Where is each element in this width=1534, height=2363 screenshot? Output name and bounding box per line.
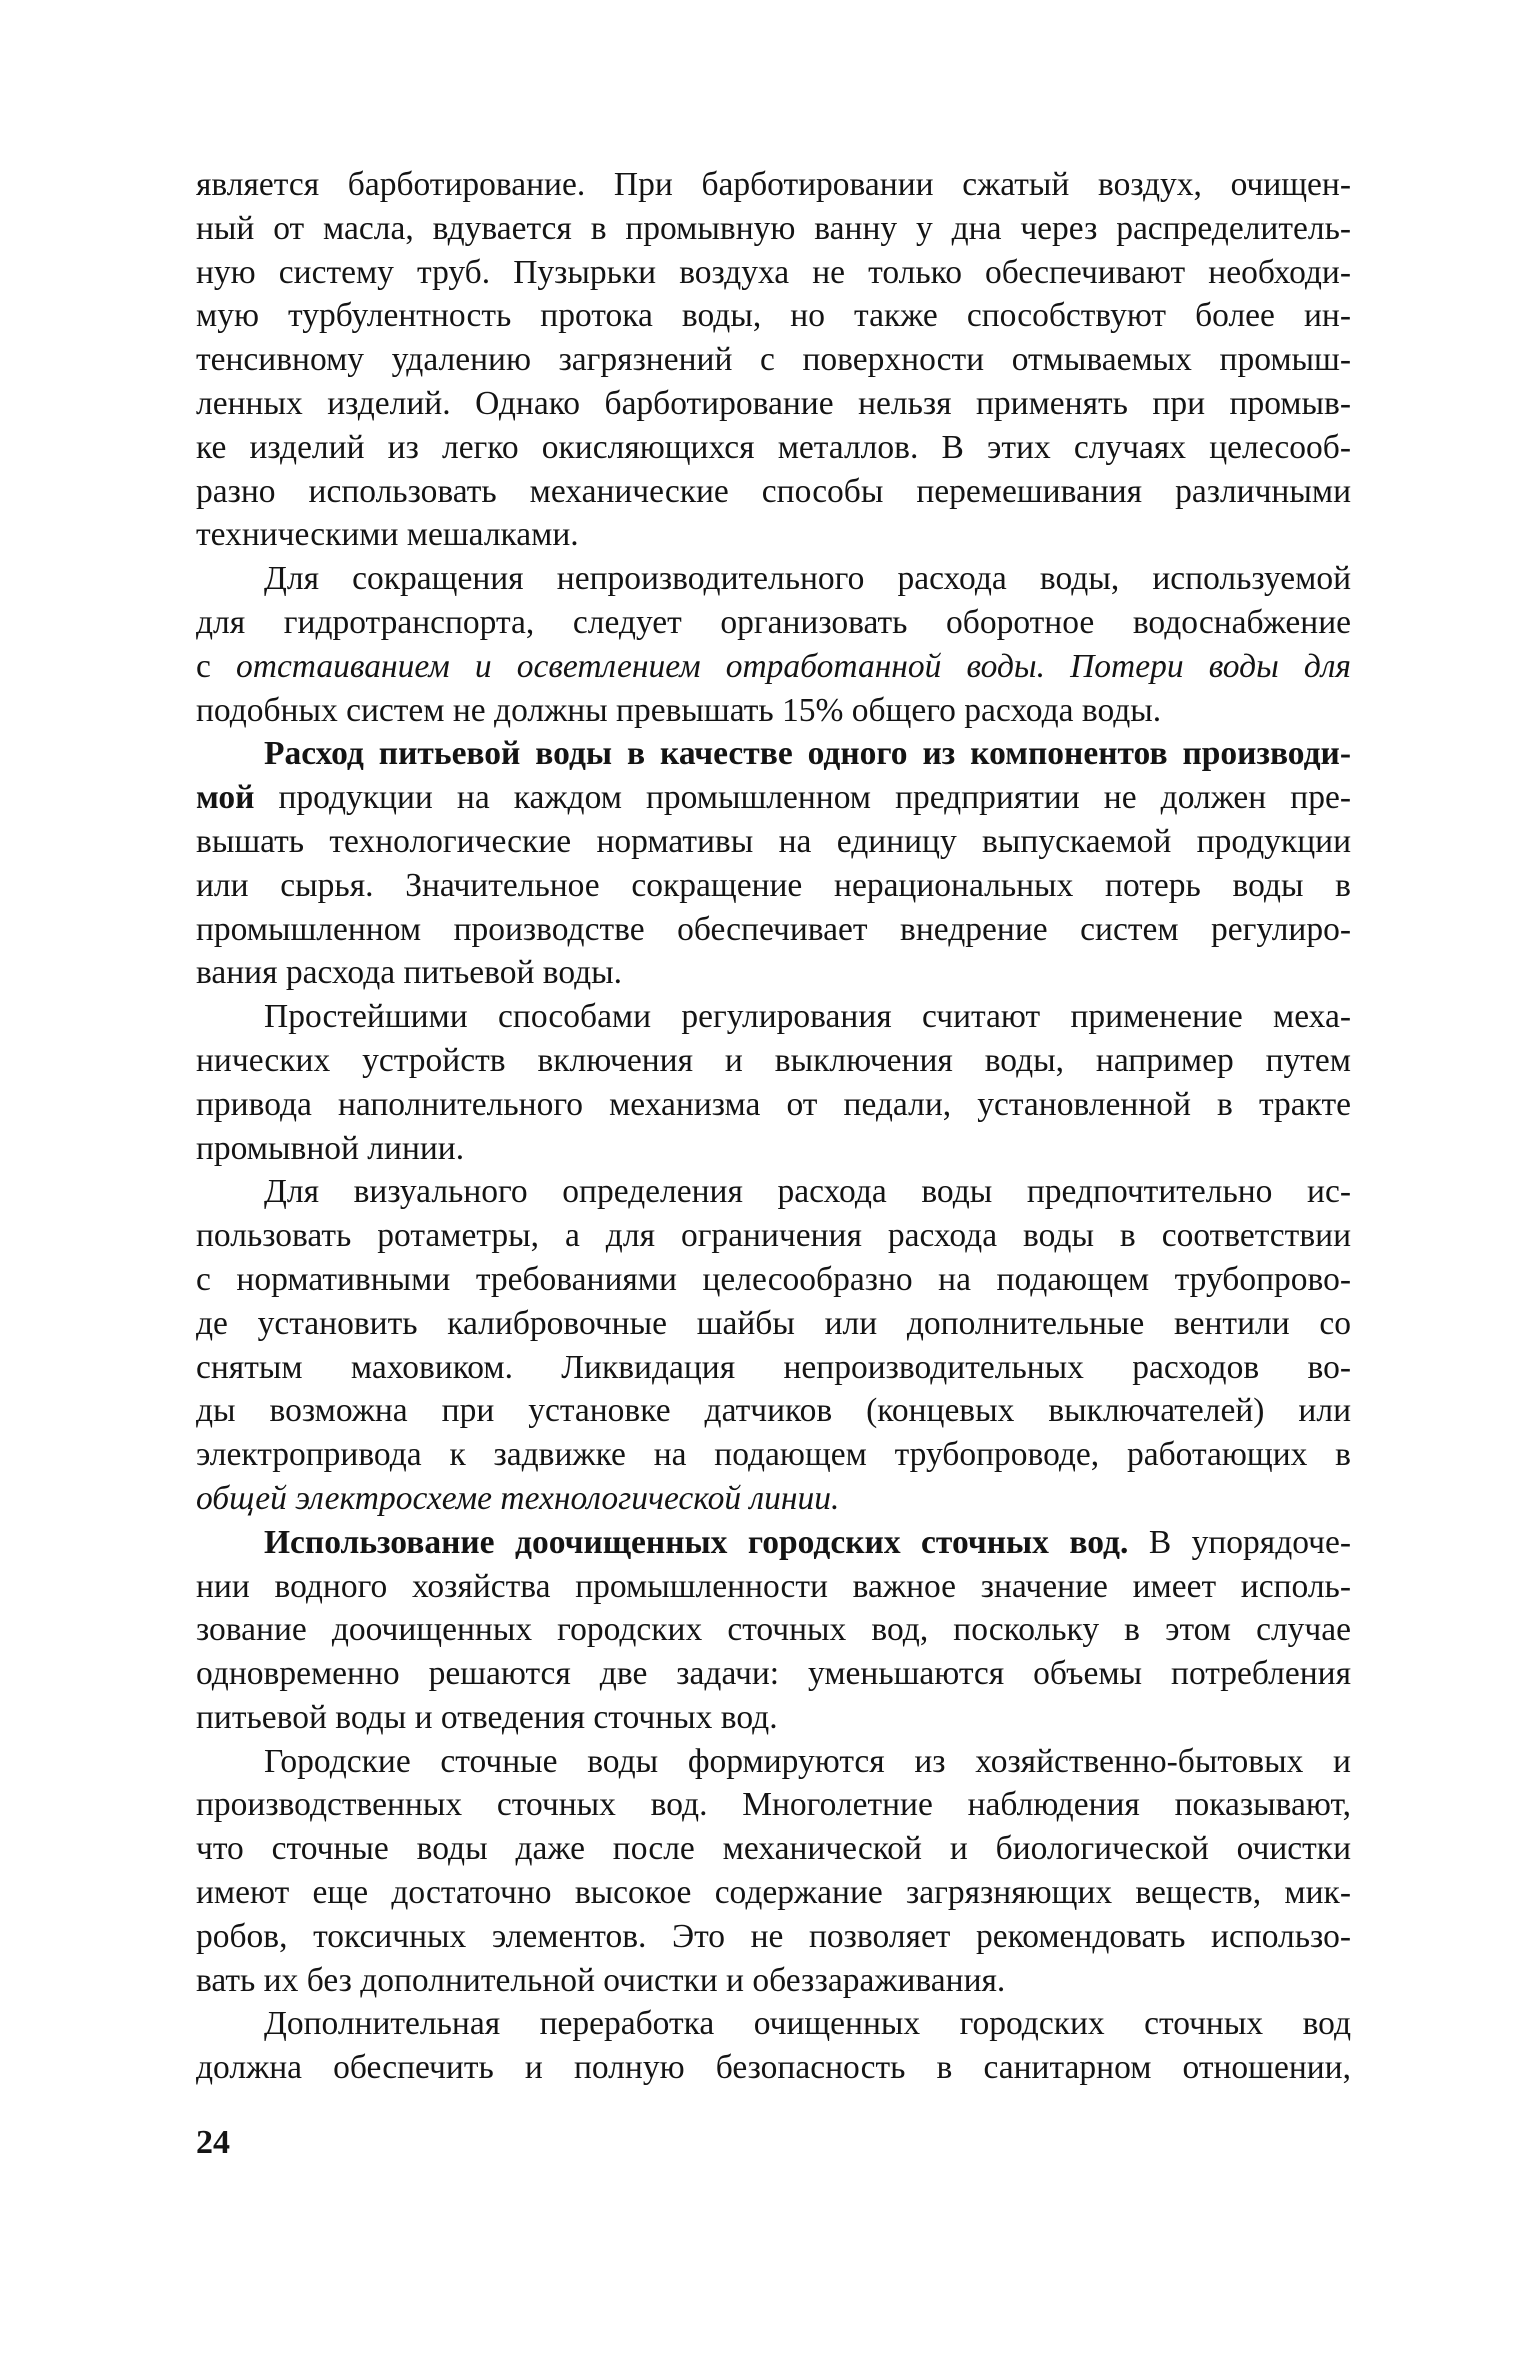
- text-line: [196, 1565, 1351, 1609]
- text-run: пользовать ротаметры, а для ограничения расхода воды в соответствии: [196, 1217, 1351, 1255]
- text-run: общей электросхеме технологической линии.: [196, 1479, 840, 1517]
- text-line: [196, 1827, 1351, 1871]
- text-line: [196, 1608, 1351, 1652]
- text-line: [196, 1521, 1351, 1565]
- text-line: [196, 951, 1351, 995]
- paragraph-p6: [196, 1521, 1351, 1740]
- text-line: [196, 513, 1351, 557]
- text-run: для гидротранспорта, следует организовать оборотное водоснабжение: [196, 603, 1351, 641]
- paragraph-p5: [196, 1170, 1351, 1520]
- text-line: [196, 163, 1351, 207]
- text-line: [196, 557, 1351, 601]
- paragraph-p1: [196, 163, 1351, 557]
- text-run: мую турбулентность протока воды, но также способствуют более ин-: [196, 297, 1351, 335]
- text-run: что сточные воды даже после механической и биологической очистки: [196, 1830, 1351, 1868]
- text-line: [196, 1302, 1351, 1346]
- text-run: или сырья. Значительное сокращение нерациональных потерь воды в: [196, 866, 1351, 904]
- text-line: [196, 251, 1351, 295]
- text-run: имеют еще достаточно высокое содержание загрязняющих веществ, мик-: [196, 1874, 1351, 1912]
- text-line: [196, 1170, 1351, 1214]
- text-line: [196, 601, 1351, 645]
- text-line: [196, 1696, 1351, 1740]
- text-run: отстаиванием и осветлением отработанной воды. Потери воды для: [236, 647, 1351, 685]
- paragraph-p8: [196, 2002, 1351, 2090]
- text-run: нических устройств включения и выключения воды, например путем: [196, 1041, 1351, 1079]
- text-line: [196, 1959, 1351, 2003]
- paragraph-p7: [196, 1740, 1351, 2003]
- text-line: [196, 1433, 1351, 1477]
- text-line: [196, 1083, 1351, 1127]
- text-line: [196, 1871, 1351, 1915]
- text-run: снятым маховиком. Ликвидация непроизводительных расходов во-: [196, 1348, 1351, 1386]
- text-line: [196, 1477, 1351, 1521]
- text-run: ную систему труб. Пузырьки воздуха не только обеспечивают необходи-: [196, 253, 1351, 291]
- text-line: [196, 1652, 1351, 1696]
- text-line: [196, 338, 1351, 382]
- text-line: [196, 995, 1351, 1039]
- text-run: Дополнительная переработка очищенных городских сточных вод: [264, 2005, 1351, 2043]
- text-line: [196, 732, 1351, 776]
- document-body: [196, 163, 1351, 2090]
- text-run: ный от масла, вдувается в промывную ванну у дна через распределитель-: [196, 209, 1351, 247]
- text-line: [196, 1915, 1351, 1959]
- paragraph-p4: [196, 995, 1351, 1170]
- text-line: [196, 689, 1351, 733]
- paragraph-p3: [196, 732, 1351, 995]
- text-run: Использование доочищенных городских сточных вод.: [264, 1523, 1129, 1561]
- text-run: вышать технологические нормативы на единицу выпускаемой продукции: [196, 822, 1351, 860]
- text-line: [196, 2046, 1351, 2090]
- text-run: де установить калибровочные шайбы или дополнительные вентили со: [196, 1304, 1351, 1342]
- text-line: [196, 908, 1351, 952]
- text-line: [196, 470, 1351, 514]
- paragraph-p2: [196, 557, 1351, 732]
- text-run: привода наполнительного механизма от педали, установленной в тракте: [196, 1085, 1351, 1123]
- text-run: зование доочищенных городских сточных вод, поскольку в этом случае: [196, 1611, 1351, 1649]
- text-run: ды возможна при установке датчиков (концевых выключателей) или: [196, 1392, 1351, 1430]
- text-run: ленных изделий. Однако барботирование нельзя применять при промыв-: [196, 384, 1351, 422]
- text-line: [196, 382, 1351, 426]
- text-line: [196, 1214, 1351, 1258]
- text-line: [196, 864, 1351, 908]
- text-run: с нормативными требованиями целесообразно на подающем трубопрово-: [196, 1260, 1351, 1298]
- text-line: [196, 1346, 1351, 1390]
- text-run: промышленном производстве обеспечивает внедрение систем регулиро-: [196, 910, 1351, 948]
- text-run: должна обеспечить и полную безопасность в санитарном отношении,: [196, 2049, 1351, 2087]
- text-line: [196, 1258, 1351, 1302]
- text-run: Для сокращения непроизводительного расхода воды, используемой: [264, 560, 1351, 598]
- text-run: Простейшими способами регулирования считают применение меха-: [264, 998, 1351, 1036]
- text-run: является барботирование. При барботировании сжатый воздух, очищен-: [196, 166, 1351, 203]
- text-run: техническими мешалками.: [196, 516, 579, 554]
- text-run: мой: [196, 779, 255, 817]
- text-line: [196, 1127, 1351, 1171]
- text-run: промывной линии.: [196, 1129, 465, 1167]
- text-run: вания расхода питьевой воды.: [196, 954, 623, 992]
- text-run: продукции на каждом промышленном предприятии не должен пре-: [254, 779, 1351, 817]
- text-line: [196, 645, 1351, 689]
- text-run: производственных сточных вод. Многолетние наблюдения показывают,: [196, 1786, 1351, 1824]
- text-line: [196, 1740, 1351, 1784]
- text-run: тенсивному удалению загрязнений с поверхности отмываемых промыш-: [196, 341, 1351, 379]
- text-run: питьевой воды и отведения сточных вод.: [196, 1698, 778, 1736]
- text-line: [196, 2002, 1351, 2046]
- text-line: [196, 294, 1351, 338]
- text-run: В упорядоче-: [1128, 1523, 1352, 1561]
- text-line: [196, 776, 1351, 820]
- text-line: [196, 1783, 1351, 1827]
- text-run: Для визуального определения расхода воды предпочтительно ис-: [264, 1173, 1351, 1211]
- text-run: одновременно решаются две задачи: уменьшаются объемы потребления: [196, 1655, 1351, 1693]
- text-run: подобных систем не должны превышать 15% общего расхода воды.: [196, 691, 1162, 729]
- text-run: электропривода к задвижке на подающем трубопроводе, работающих в: [196, 1436, 1351, 1474]
- text-run: вать их без дополнительной очистки и обеззараживания.: [196, 1961, 1006, 1999]
- text-run: Расход питьевой воды в качестве одного из компонентов производи-: [264, 735, 1351, 773]
- text-run: робов, токсичных элементов. Это не позволяет рекомендовать использо-: [196, 1917, 1351, 1955]
- text-run: разно использовать механические способы перемешивания различными: [196, 472, 1351, 510]
- text-run: с: [196, 647, 236, 685]
- text-line: [196, 426, 1351, 470]
- text-line: [196, 1039, 1351, 1083]
- text-run: нии водного хозяйства промышленности важное значение имеет исполь-: [196, 1567, 1351, 1605]
- text-line: [196, 1389, 1351, 1433]
- text-run: ке изделий из легко окисляющихся металлов. В этих случаях целесооб-: [196, 428, 1351, 466]
- text-run: Городские сточные воды формируются из хозяйственно-бытовых и: [264, 1742, 1351, 1780]
- text-line: [196, 207, 1351, 251]
- text-line: [196, 820, 1351, 864]
- page-number: 24: [196, 2124, 230, 2161]
